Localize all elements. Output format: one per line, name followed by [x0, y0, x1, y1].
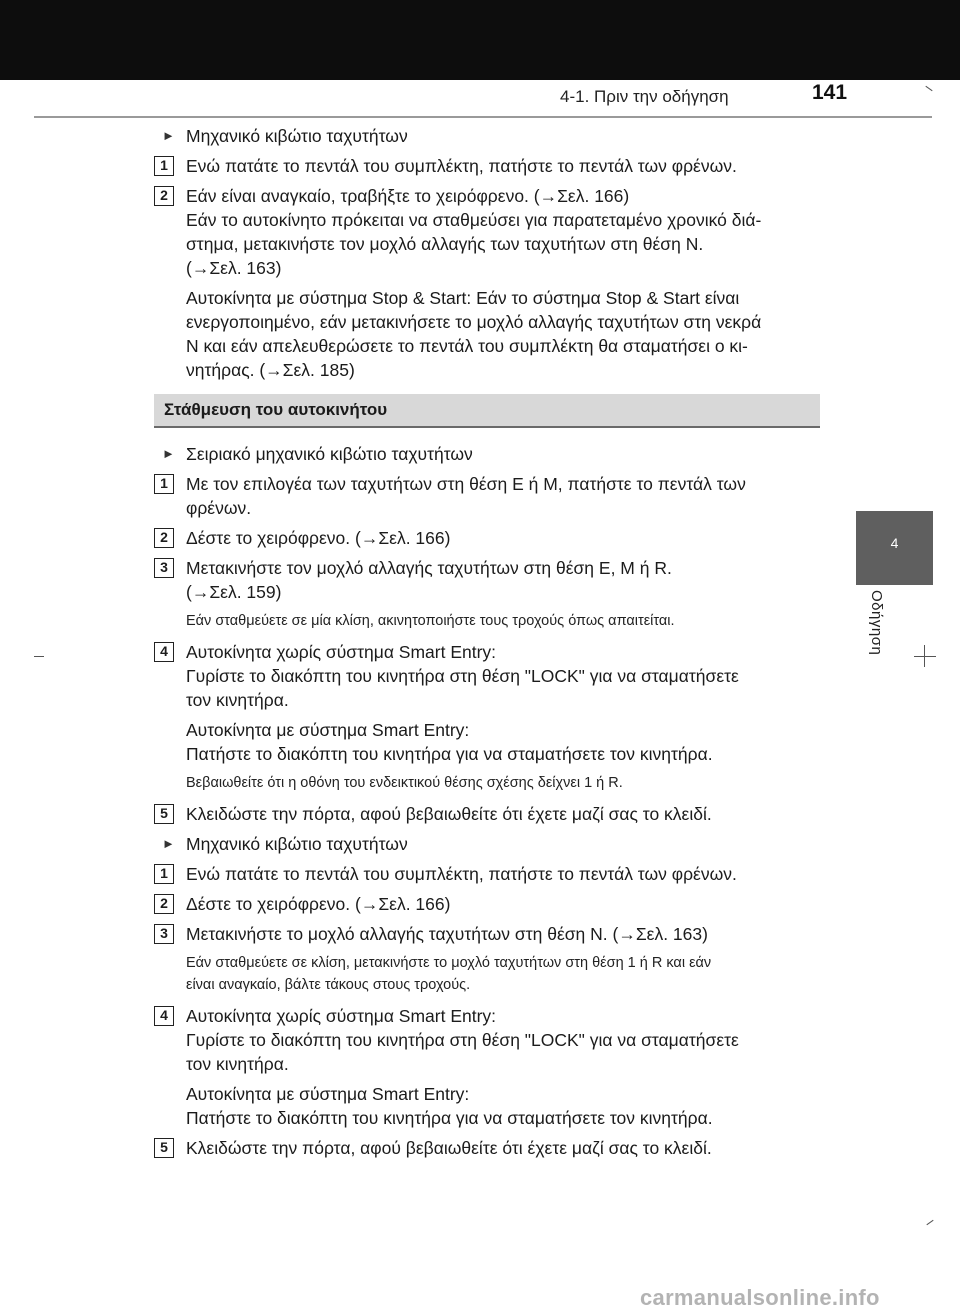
- chapter-tab-number: 4: [890, 535, 899, 551]
- step-number-1: 1: [154, 156, 174, 176]
- step-5: 5 Κλειδώστε την πόρτα, αφού βεβαιωθείτε ότι έχετε μαζί σας το κλειδί.: [140, 1136, 820, 1160]
- step-3: 3 Μετακινήστε τον μοχλό αλλαγής ταχυτήτων στη θέση E, M ή R. (→Σελ. 159): [140, 556, 820, 604]
- page-number: 141: [812, 81, 848, 104]
- chapter-title: 4-1. Πριν την οδήγηση: [560, 87, 729, 106]
- step-number-1: 1: [154, 474, 174, 494]
- smart-entry-paragraph: Αυτοκίνητα με σύστημα Smart Entry: Πατήστε το διακόπτη του κινητήρα για να σταματήσετε τον κινητήρα.: [186, 720, 713, 764]
- step-number-5: 5: [154, 804, 174, 824]
- triangle-bullet-icon: ►: [162, 128, 175, 143]
- page-content: [140, 124, 820, 1166]
- step-2: 2 Εάν είναι αναγκαίο, τραβήξτε το χειρόφρενο. (→Σελ. 166) Εάν το αυτοκίνητο πρόκειται να σταθμεύσει για παρατεταμένο χρονικό διά- στημα, μετακινήστε τον μοχλό αλλαγής των ταχυτήτων στη θέση N. (→Σελ. 163): [140, 184, 820, 280]
- step-4: 4 Αυτοκίνητα χωρίς σύστημα Smart Entry: Γυρίστε το διακόπτη του κινητήρα στη θέση "LOCK" για να σταματήσετε τον κινητήρα.: [140, 1004, 820, 1076]
- step-number-5: 5: [154, 1138, 174, 1158]
- step-3: 3 Μετακινήστε το μοχλό αλλαγής ταχυτήτων στη θέση N. (→Σελ. 163): [140, 922, 820, 946]
- watermark: carmanualsonline.info: [640, 1285, 880, 1310]
- note: Βεβαιωθείτε ότι η οθόνη του ενδεικτικού θέσης σχέσης δείχνει 1 ή R.: [186, 775, 623, 791]
- step-5: 5 Κλειδώστε την πόρτα, αφού βεβαιωθείτε ότι έχετε μαζί σας το κλειδί.: [140, 802, 820, 826]
- crop-mark: [926, 1220, 933, 1225]
- triangle-bullet-icon: ►: [162, 836, 175, 851]
- subheading-sequential-gearbox: ► Σειριακό μηχανικό κιβώτιο ταχυτήτων: [162, 444, 473, 464]
- step-1: 1 Ενώ πατάτε το πεντάλ του συμπλέκτη, πατήστε το πεντάλ των φρένων.: [140, 154, 820, 178]
- crop-mark: [914, 656, 936, 657]
- top-black-bar: [0, 0, 960, 80]
- step-number-3: 3: [154, 558, 174, 578]
- step-number-3: 3: [154, 924, 174, 944]
- step-1: 1 Με τον επιλογέα των ταχυτήτων στη θέση E ή M, πατήστε το πεντάλ των φρένων.: [140, 472, 820, 520]
- note: Εάν σταθμεύετε σε κλίση, μετακινήστε το μοχλό ταχυτήτων στη θέση 1 ή R και εάν είναι αναγκαίο, βάλτε τάκους στους τροχούς.: [186, 955, 712, 993]
- step-number-4: 4: [154, 642, 174, 662]
- smart-entry-paragraph: Αυτοκίνητα με σύστημα Smart Entry: Πατήστε το διακόπτη του κινητήρα για να σταματήσετε τον κινητήρα.: [186, 1084, 713, 1128]
- step-4: 4 Αυτοκίνητα χωρίς σύστημα Smart Entry: Γυρίστε το διακόπτη του κινητήρα στη θέση "LOCK" για να σταματήσετε τον κινητήρα.: [140, 640, 820, 712]
- step-number-2: 2: [154, 186, 174, 206]
- stop-start-paragraph: Αυτοκίνητα με σύστημα Stop & Start: Εάν το σύστημα Stop & Start είναι ενεργοποιημένο, εάν μετακινήσετε το μοχλό αλλαγής ταχυτήτων στη νεκρά N και εάν απελευθερώσετε το πεντάλ του συμπλέκτη θα σταματήσει ο κι- νητήρας. (→Σελ. 185): [186, 288, 762, 380]
- crop-mark: [925, 86, 932, 91]
- triangle-bullet-icon: ►: [162, 446, 175, 461]
- crop-mark: [34, 656, 44, 657]
- subheading-manual-gearbox: ► Μηχανικό κιβώτιο ταχυτήτων: [162, 834, 408, 854]
- header-rule: [34, 116, 932, 118]
- step-number-2: 2: [154, 894, 174, 914]
- step-2: 2 Δέστε το χειρόφρενο. (→Σελ. 166): [140, 892, 820, 916]
- section-heading-parking: Στάθμευση του αυτοκινήτου: [154, 394, 820, 428]
- step-1: 1 Ενώ πατάτε το πεντάλ του συμπλέκτη, πατήστε το πεντάλ των φρένων.: [140, 862, 820, 886]
- step-number-1: 1: [154, 864, 174, 884]
- note: Εάν σταθμεύετε σε μία κλίση, ακινητοποιήστε τους τροχούς όπως απαιτείται.: [186, 613, 675, 629]
- step-number-2: 2: [154, 528, 174, 548]
- step-number-4: 4: [154, 1006, 174, 1026]
- chapter-tab[interactable]: [856, 511, 933, 585]
- step-2: 2 Δέστε το χειρόφρενο. (→Σελ. 166): [140, 526, 820, 550]
- subheading-manual-gearbox: ► Μηχανικό κιβώτιο ταχυτήτων: [162, 126, 408, 146]
- chapter-tab-label: Οδήγηση: [868, 590, 885, 656]
